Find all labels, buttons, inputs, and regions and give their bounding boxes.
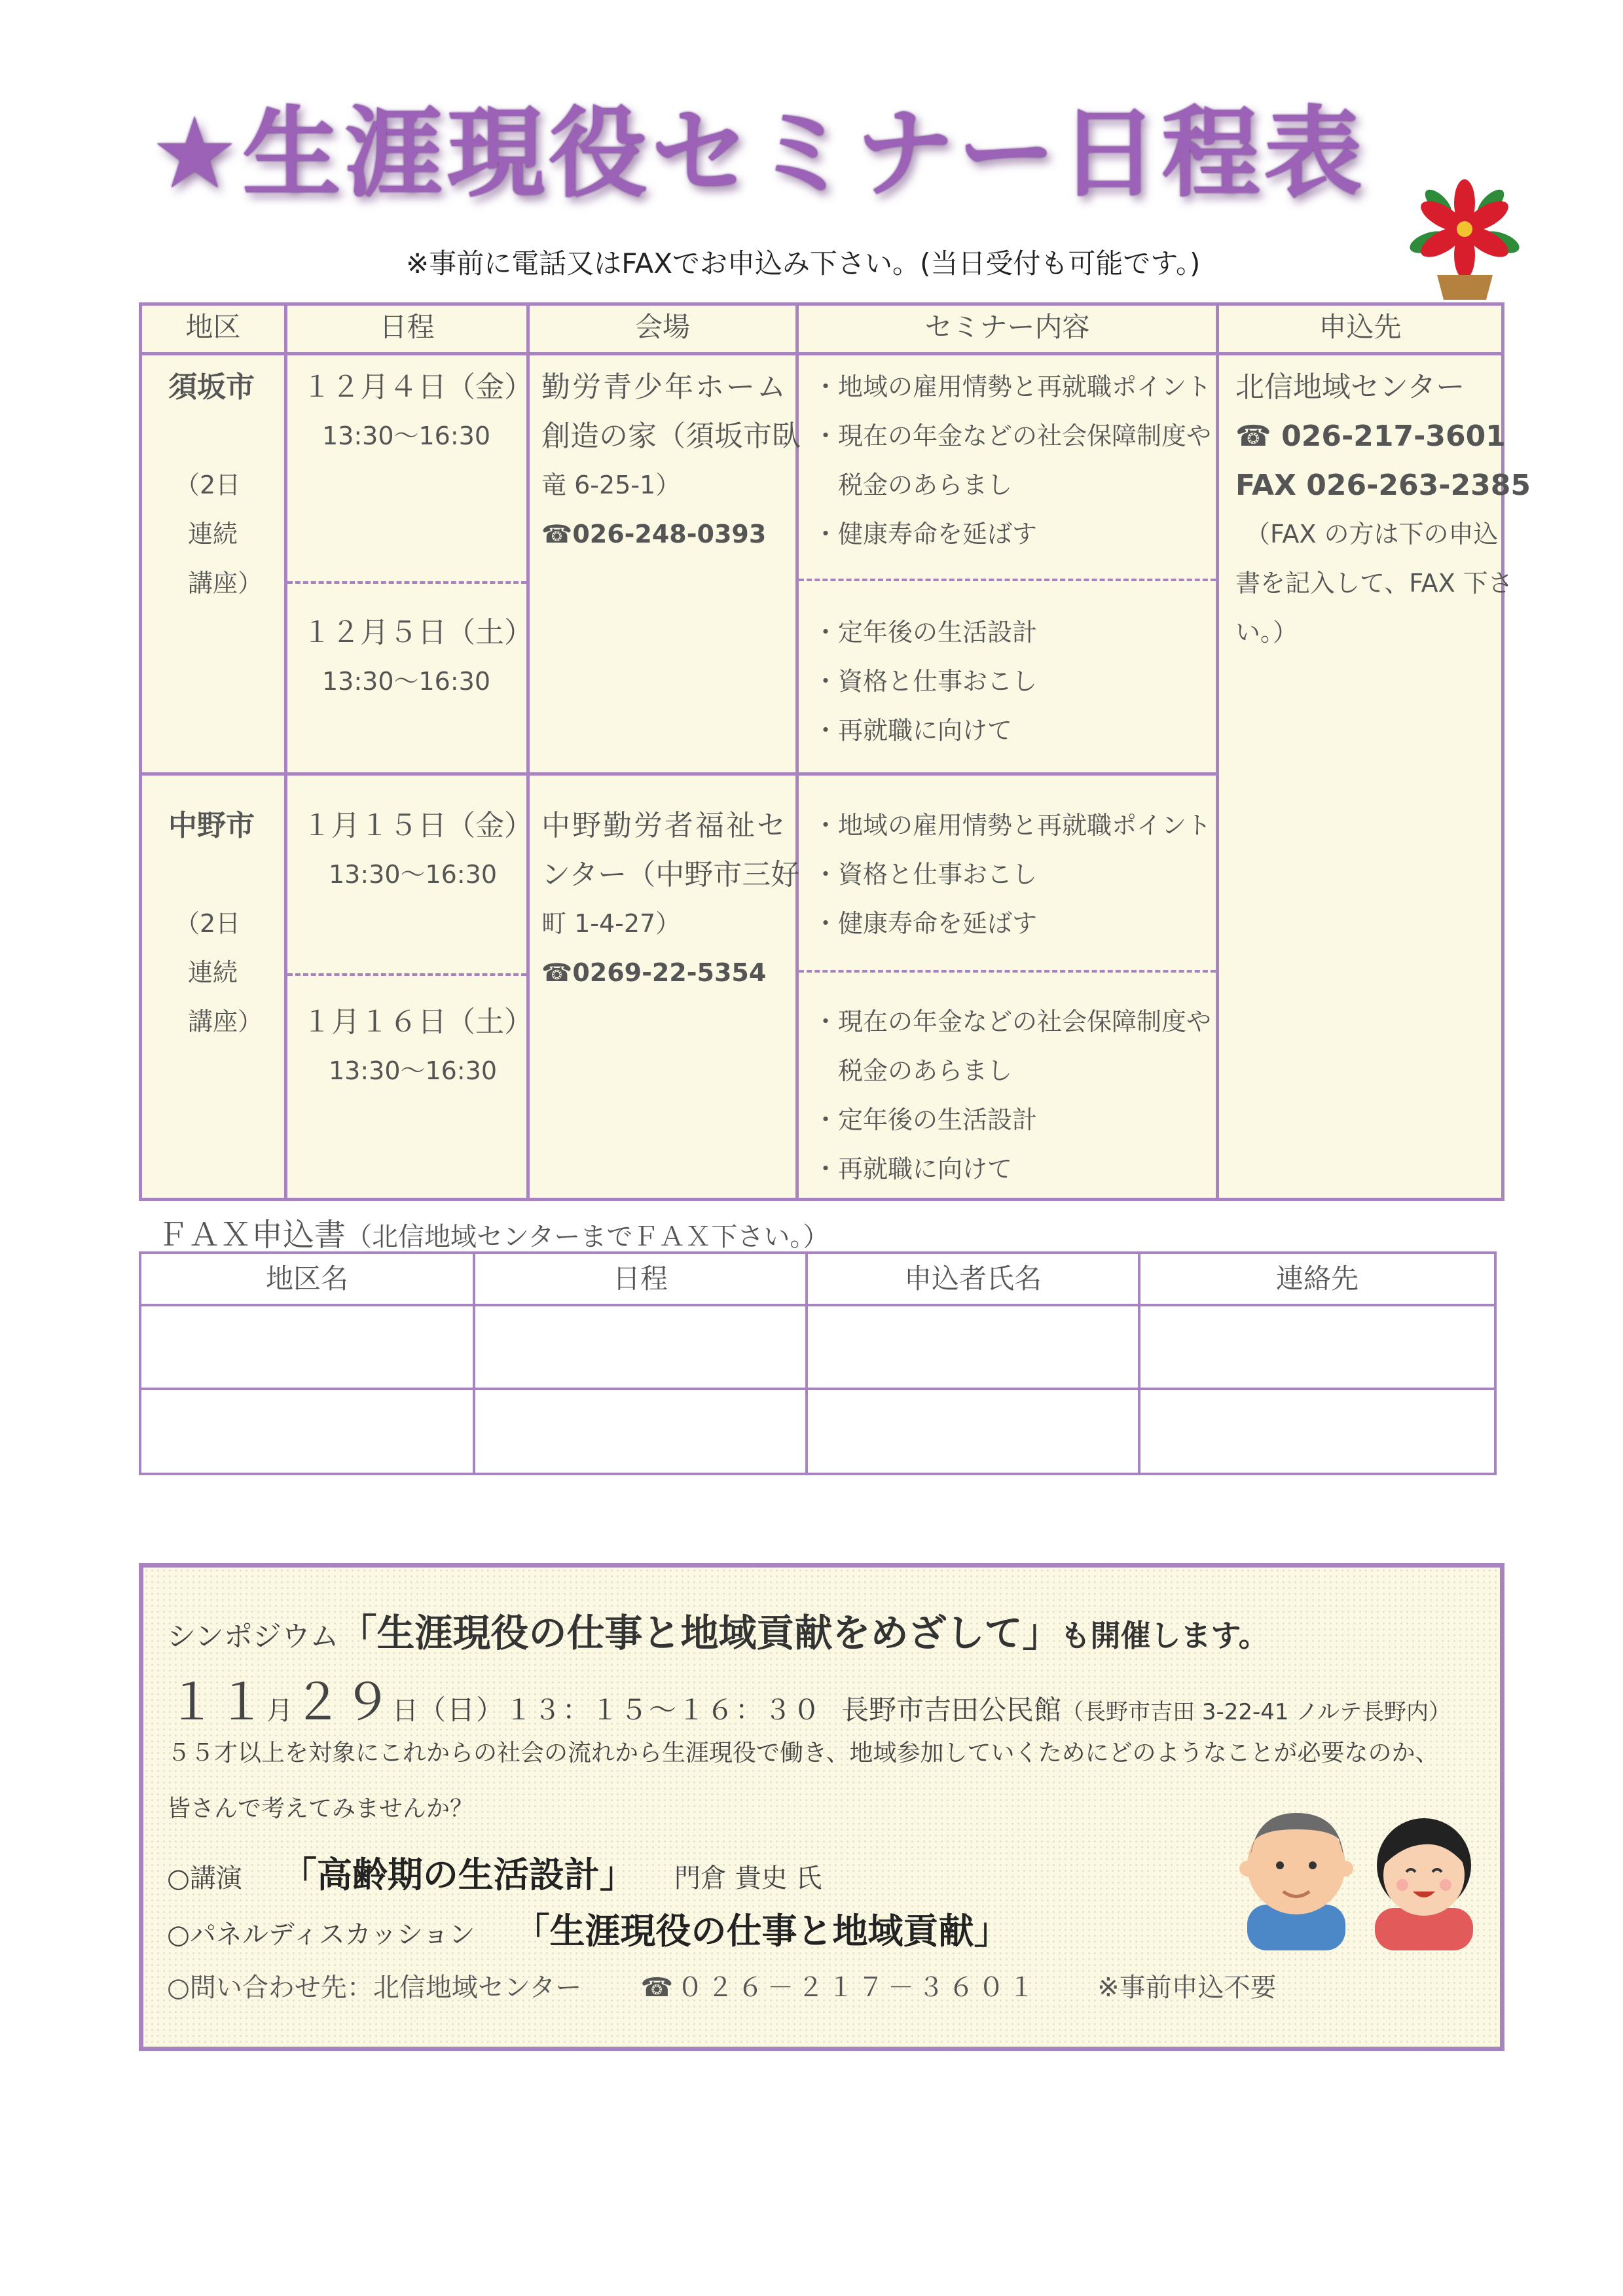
content-item: 税金のあらまし [813, 1056, 1013, 1085]
date-suzaka-1: １２月４日（金） [302, 370, 533, 404]
venue-suzaka: 創造の家（須坂市臥 [541, 420, 801, 453]
area-note: 連続 [188, 520, 238, 548]
fax-header-date: 日程 [612, 1263, 668, 1295]
content-item: ・再就職に向けて [813, 716, 1013, 745]
schedule-table [139, 302, 1531, 1201]
date-nakano-2: １月１６日（土） [302, 1005, 533, 1039]
symposium-description: 皆さんで考えてみませんか？ [167, 1795, 474, 1822]
fax-cell-area[interactable] [144, 1390, 471, 1471]
contact-tel: ☎０２６－２１７－３６０１ [640, 1973, 1039, 2003]
area-note: 講座） [188, 569, 263, 598]
symposium-month: １１ [167, 1673, 266, 1731]
time-suzaka-2: 13:30～16:30 [322, 667, 491, 696]
content-item: ・健康寿命を延ばす [813, 909, 1038, 938]
header-date: 日程 [379, 311, 435, 343]
symposium-day: ２９ [293, 1673, 392, 1731]
header-venue: 会場 [634, 311, 690, 343]
symposium-title: 「生涯現役の仕事と地域貢献をめざして」 [338, 1611, 1061, 1655]
panel-label: ○パネルディスカッション [167, 1920, 475, 1950]
seniors-illustration-icon [1231, 1793, 1493, 1950]
content-item: ・資格と仕事おこし [813, 860, 1038, 889]
venue-nakano: ンター（中野市三好 [541, 858, 800, 891]
lecture-speaker: 門倉 貴史 氏 [674, 1863, 822, 1893]
date-nakano-1: １月１５日（金） [302, 809, 533, 842]
content-item: ・地域の雇用情勢と再就職ポイント [813, 372, 1212, 401]
apply-note: （FAX の方は下の申込 [1245, 520, 1499, 548]
symposium-description: ５５才以上を対象にこれからの社会の流れから生涯現役で働き、地域参加していくためにどのようなことが必要なのか、 [167, 1740, 1439, 1767]
lecture-label: ○講演 [167, 1863, 242, 1893]
fax-header-area: 地区名 [265, 1263, 348, 1295]
content-item: ・健康寿命を延ばす [813, 520, 1038, 548]
content-item: ・現在の年金などの社会保障制度や [813, 422, 1212, 450]
content-item: 税金のあらまし [813, 471, 1013, 499]
content-item: ・再就職に向けて [813, 1155, 1013, 1183]
fax-form-sublabel: （北信地域センターまでＦＡＸ下さい。） [346, 1222, 830, 1252]
apply-fax: FAX 026-263-2385 [1235, 469, 1531, 502]
fax-form-label: ＦＡＸ申込書 [157, 1217, 346, 1253]
fax-cell-contact[interactable] [1142, 1390, 1491, 1471]
apply-note: 書を記入して、FAX 下さ [1235, 569, 1513, 598]
contact-line [167, 1967, 1277, 2004]
header-content: セミナー内容 [924, 311, 1090, 343]
symposium-venue: 長野市吉田公民館 [841, 1694, 1062, 1726]
notice-text: ※事前に電話又はFAXでお申込み下さい。(当日受付も可能です。) [406, 247, 1201, 279]
symposium-venue-address: （長野市吉田 3-22-41 ノルテ長野内） [1061, 1699, 1451, 1725]
page-title: ★生涯現役セミナー日程表 [151, 97, 1366, 211]
fax-form-table [139, 1251, 1497, 1475]
time-nakano-1: 13:30～16:30 [329, 860, 498, 889]
poinsettia-icon [1408, 177, 1522, 301]
venue-nakano: 町 1-4-27） [541, 909, 681, 938]
content-item: ・資格と仕事おこし [813, 667, 1038, 696]
fax-cell-name[interactable] [809, 1390, 1137, 1471]
contact-label: ○問い合わせ先：北信地域センター [167, 1973, 582, 2003]
content-item: ・地域の雇用情勢と再就職ポイント [813, 811, 1212, 840]
apply-note: い。） [1235, 618, 1298, 647]
symposium-datetime: １１月２９日（日）１３：１５～１６：３０ 長野市吉田公民館（長野市吉田 3-22-41 ノルテ長野内） [167, 1673, 1451, 1731]
symposium-time: （日）１３：１５～１６：３０ [418, 1694, 822, 1726]
fax-cell-date[interactable] [477, 1390, 804, 1471]
header-apply: 申込先 [1319, 311, 1402, 343]
apply-name: 北信地域センター [1235, 370, 1465, 404]
panel-title: 「生涯現役の仕事と地域貢献」 [514, 1910, 1010, 1952]
symposium-suffix: も開催します。 [1060, 1618, 1269, 1653]
time-suzaka-1: 13:30～16:30 [322, 422, 491, 450]
fax-cell-area[interactable] [144, 1306, 471, 1386]
fax-header-name: 申込者氏名 [903, 1263, 1042, 1295]
fax-cell-date[interactable] [477, 1306, 804, 1386]
symposium-prefix: シンポジウム [167, 1620, 339, 1653]
contact-note: ※事前申込不要 [1097, 1973, 1277, 2003]
area-note: （2日 [175, 909, 241, 938]
venue-nakano: 中野勤労者福祉セ [541, 809, 788, 842]
apply-tel: ☎ 026-217-3601 [1235, 420, 1506, 453]
time-nakano-2: 13:30～16:30 [329, 1056, 498, 1085]
date-suzaka-2: １２月５日（土） [302, 616, 533, 649]
area-nakano: 中野市 [168, 809, 255, 842]
lecture-title: 「高齢期の生活設計」 [281, 1854, 635, 1895]
area-note: （2日 [175, 471, 241, 499]
fax-form-heading [157, 1210, 829, 1255]
area-suzaka: 須坂市 [168, 370, 255, 404]
content-item: ・定年後の生活設計 [813, 618, 1038, 647]
venue-suzaka: 竜 6-25-1） [541, 471, 681, 499]
venue-phone: ☎0269-22-5354 [541, 958, 767, 987]
area-note: 講座） [188, 1007, 263, 1036]
area-note: 連続 [188, 958, 238, 987]
fax-cell-name[interactable] [809, 1306, 1137, 1386]
lecture-line [167, 1847, 822, 1897]
fax-cell-contact[interactable] [1142, 1306, 1491, 1386]
symposium-intro [167, 1602, 1269, 1657]
content-item: ・定年後の生活設計 [813, 1105, 1038, 1134]
venue-phone: ☎026-248-0393 [541, 520, 767, 548]
panel-line [167, 1903, 1010, 1954]
venue-suzaka: 勤労青少年ホーム [541, 370, 788, 404]
header-area: 地区 [185, 311, 241, 343]
fax-header-contact: 連絡先 [1275, 1263, 1359, 1295]
content-item: ・現在の年金などの社会保障制度や [813, 1007, 1212, 1036]
